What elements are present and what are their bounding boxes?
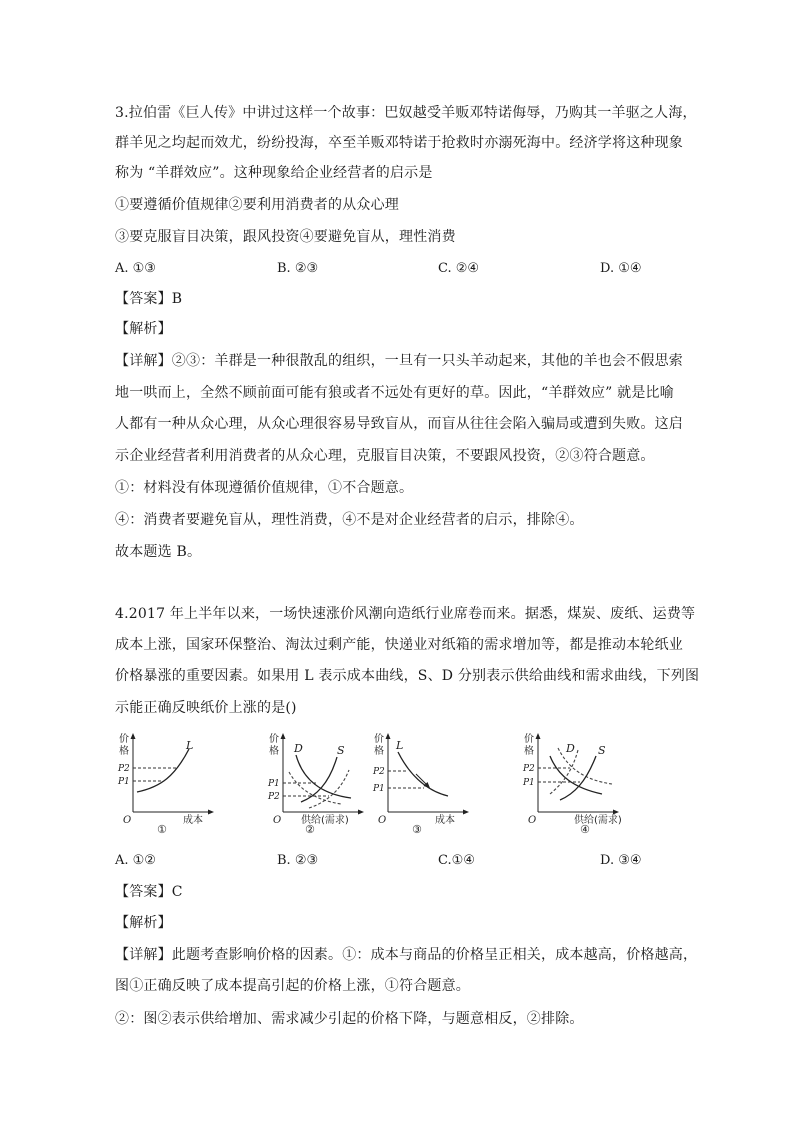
origin-label: O bbox=[273, 815, 282, 826]
y-label-char-2: 格 bbox=[524, 746, 534, 757]
origin-label: O bbox=[123, 815, 132, 826]
q4-option-a: A. ①② bbox=[115, 853, 156, 868]
x-axis-arrow bbox=[208, 810, 214, 815]
q4-analysis-label: 【解析】 bbox=[115, 915, 172, 931]
q3-statement-2: ③要克服盲目决策，跟风投资④要避免盲从，理性消费 bbox=[115, 229, 456, 245]
p2-label: P2 bbox=[373, 767, 385, 777]
diagram-number: ④ bbox=[580, 823, 590, 836]
q3-options bbox=[115, 260, 690, 278]
q3-analysis-line-1: 【详解】②③：羊群是一种很散乱的组织，一旦有一只头羊动起来，其他的羊也会不假思索 bbox=[115, 353, 683, 369]
x-axis-arrow bbox=[463, 810, 469, 815]
curve-label-s: S bbox=[337, 744, 345, 757]
q4-option-c: C.①④ bbox=[438, 853, 475, 868]
origin-label: O bbox=[528, 815, 537, 826]
curve-label-s: S bbox=[598, 744, 606, 757]
y-axis-arrow bbox=[386, 733, 391, 739]
p1-label: P1 bbox=[523, 778, 535, 788]
demand-curve bbox=[296, 755, 351, 798]
curve-label-d: D bbox=[566, 742, 575, 755]
x-label: 成本 bbox=[183, 815, 203, 826]
diagram-number: ③ bbox=[412, 823, 422, 836]
q4-line-2: 成本上涨，国家环保整治、淘汰过剩产能，快递业对纸箱的需求增加等，都是推动本轮纸业 bbox=[115, 637, 683, 653]
q3-answer: 【答案】B bbox=[115, 291, 183, 307]
y-label-char-1: 价 bbox=[119, 734, 129, 745]
q3-line-1: 3.拉伯雷《巨人传》中讲过这样一个故事：巴奴越受羊贩邓特诺侮辱，乃购其一羊驱之人海， bbox=[115, 105, 697, 121]
q4-line-3: 价格暴涨的重要因素。如果用 L 表示成本曲线，S、D 分别表示供给曲线和需求曲线，下列图 bbox=[115, 668, 700, 684]
q4-option-b: B. ②③ bbox=[277, 853, 319, 868]
q4-analysis-line-2: 图①正确反映了成本提高引起的价格上涨，①符合题意。 bbox=[115, 978, 470, 994]
q3-statement-1: ①要遵循价值规律②要利用消费者的从众心理 bbox=[115, 197, 399, 213]
curve-label-l: L bbox=[396, 739, 404, 752]
q3-line-3: 称为 “羊群效应”。这种现象给企业经营者的启示是 bbox=[115, 165, 433, 181]
p2-label: P2 bbox=[118, 764, 130, 774]
q4-diagrams bbox=[113, 730, 633, 835]
p2-label: P2 bbox=[523, 764, 535, 774]
y-axis-arrow bbox=[131, 733, 136, 739]
diagram-1-graph bbox=[113, 730, 238, 835]
y-label-char-1: 价 bbox=[524, 734, 534, 745]
q4-option-d: D. ③④ bbox=[600, 853, 642, 868]
q3-line-2: 群羊见之均起而效尤，纷纷投海，卒至羊贩邓特诺于抢救时亦溺死海中。经济学将这种现象 bbox=[115, 135, 683, 151]
p1-label: P1 bbox=[268, 779, 280, 789]
demand-curve-shifted bbox=[289, 772, 341, 804]
p2-label: P2 bbox=[268, 792, 280, 802]
cost-curve bbox=[398, 752, 448, 796]
curve-label-l: L bbox=[186, 739, 194, 752]
origin-label: O bbox=[378, 815, 387, 826]
q3-analysis-line-5: ①：材料没有体现遵循价值规律，①不合题意。 bbox=[115, 480, 414, 496]
diagram-4 bbox=[516, 730, 641, 835]
y-axis-arrow bbox=[281, 733, 286, 739]
q3-option-d: D. ①④ bbox=[600, 261, 642, 276]
p1-label: P1 bbox=[373, 784, 385, 794]
curve-label-d: D bbox=[294, 742, 303, 755]
q3-option-a: A. ①③ bbox=[115, 261, 156, 276]
q4-line-4: 示能正确反映纸价上涨的是() bbox=[115, 700, 297, 716]
supply-curve-shifted bbox=[550, 750, 578, 794]
cost-curve bbox=[137, 749, 189, 792]
q3-option-c: C. ②④ bbox=[438, 261, 480, 276]
diagram-4-graph bbox=[516, 730, 641, 835]
q3-analysis-label: 【解析】 bbox=[115, 321, 172, 337]
diagram-number: ① bbox=[157, 823, 167, 836]
diagram-1 bbox=[113, 730, 238, 835]
diagram-number: ② bbox=[305, 823, 315, 836]
q4-answer: 【答案】C bbox=[115, 884, 183, 900]
y-label-char-2: 格 bbox=[374, 746, 384, 757]
x-label: 供给(需求) bbox=[574, 815, 622, 826]
x-axis-arrow bbox=[358, 810, 364, 815]
q4-analysis-line-3: ②：图②表示供给增加、需求减少引起的价格下降，与题意相反，②排除。 bbox=[115, 1011, 584, 1027]
q3-analysis-line-2: 地一哄而上，全然不顾前面可能有狼或者不远处有更好的草。因此，“羊群效应” 就是比喻 bbox=[115, 385, 674, 401]
q3-option-b: B. ②③ bbox=[277, 261, 319, 276]
x-axis-arrow bbox=[613, 810, 619, 815]
x-label: 成本 bbox=[435, 815, 455, 826]
diagram-3 bbox=[368, 730, 493, 835]
q3-analysis-line-3: 人都有一种从众心理，从众心理很容易导致盲从，而盲从往往会陷入骗局或遭到失败。这启 bbox=[115, 416, 683, 432]
y-label-char-1: 价 bbox=[374, 734, 384, 745]
y-label-char-2: 格 bbox=[269, 746, 279, 757]
q4-options bbox=[115, 852, 690, 870]
q4-line-1: 4.2017 年上半年以来，一场快速涨价风潮向造纸行业席卷而来。据悉，煤炭、废纸、运费等 bbox=[115, 606, 696, 622]
y-label-char-1: 价 bbox=[269, 734, 279, 745]
q3-analysis-line-6: ④：消费者要避免盲从，理性消费，④不是对企业经营者的启示，排除④。 bbox=[115, 512, 584, 528]
y-label-char-2: 格 bbox=[119, 746, 129, 757]
q3-conclusion: 故本题选 B。 bbox=[115, 544, 202, 560]
diagram-3-graph bbox=[368, 730, 493, 835]
q3-analysis-line-4: 示企业经营者利用消费者的从众心理，克服盲目决策，不要跟风投资，②③符合题意。 bbox=[115, 448, 655, 464]
x-label: 供给(需求) bbox=[301, 815, 349, 826]
y-axis-arrow bbox=[536, 733, 541, 739]
q4-analysis-line-1: 【详解】此题考查影响价格的因素。①：成本与商品的价格呈正相关，成本越高，价格越高， bbox=[115, 947, 698, 963]
p1-label: P1 bbox=[118, 777, 130, 787]
